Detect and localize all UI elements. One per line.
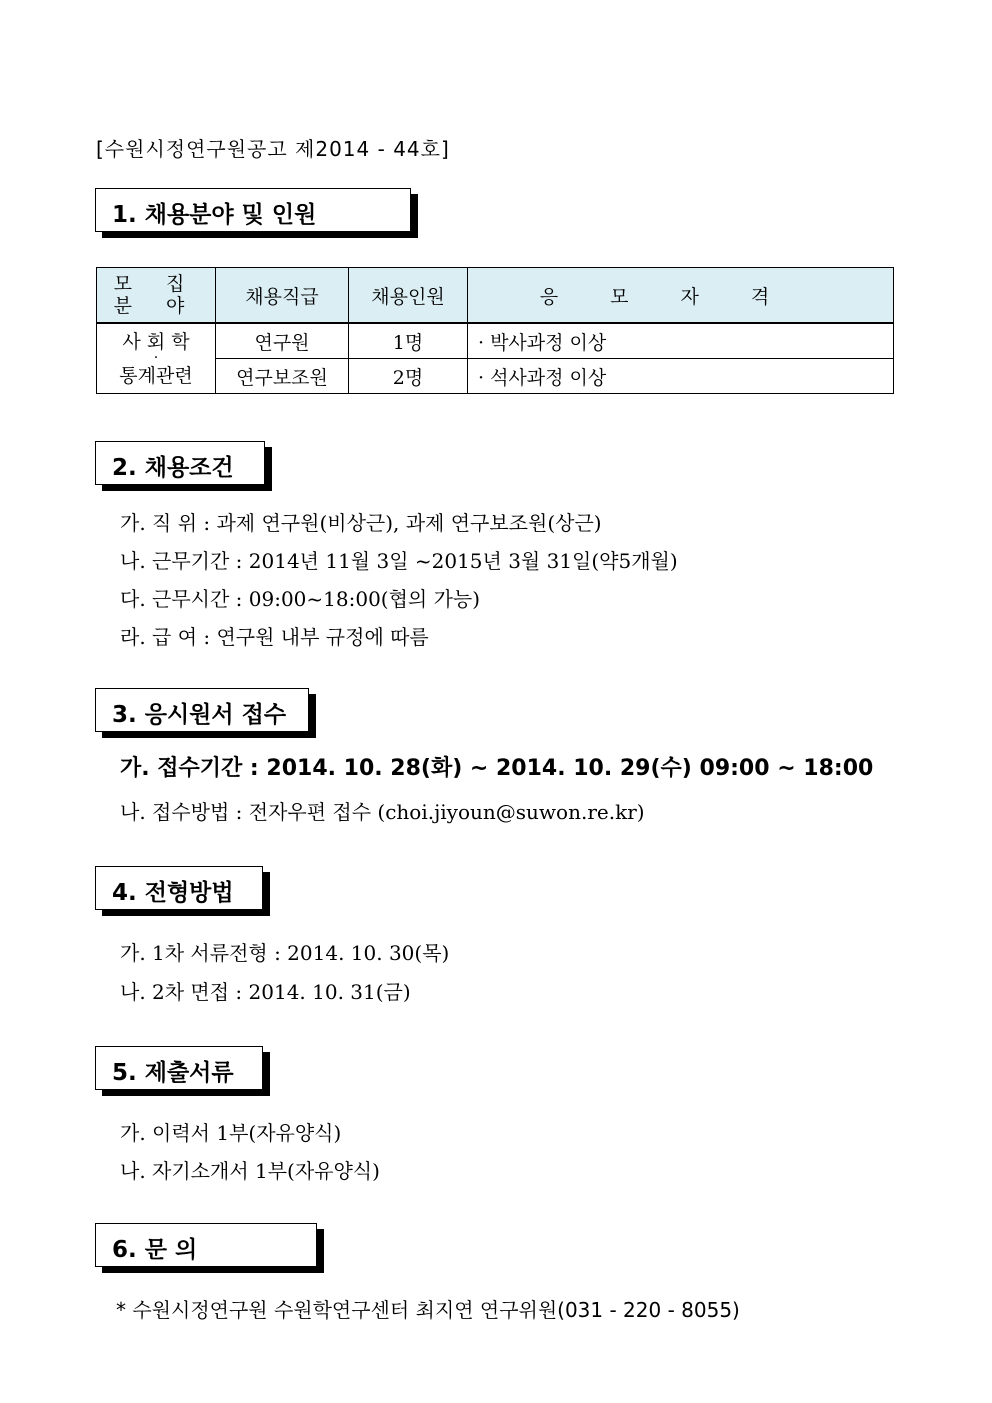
row1-grade: 연구원 bbox=[216, 323, 349, 359]
row2-count: 2명 bbox=[349, 359, 468, 394]
recruitment-table bbox=[96, 267, 894, 394]
section-heading-2 bbox=[95, 441, 265, 485]
section-heading-1-label: 1. 채용분야 및 인원 bbox=[112, 202, 317, 228]
document-cover-letter: 나. 자기소개서 1부(자유양식) bbox=[120, 1159, 380, 1183]
application-method: 나. 접수방법 : 전자우편 접수 (choi.jiyoun@suwon.re.kr) bbox=[120, 800, 645, 824]
header-field-top: 모 집 bbox=[113, 273, 199, 295]
document-resume: 가. 이력서 1부(자유양식) bbox=[120, 1121, 342, 1145]
contact-info: * 수원시정연구원 수원학연구센터 최지연 연구위원(031 - 220 - 8055) bbox=[116, 1298, 740, 1322]
field-cell bbox=[97, 323, 216, 394]
section-heading-1 bbox=[95, 188, 411, 232]
field-dot: · bbox=[153, 350, 159, 366]
section-heading-2-label: 2. 채용조건 bbox=[112, 455, 234, 481]
application-period: 가. 접수기간 : 2014. 10. 28(화) ~ 2014. 10. 29(수) 09:00 ~ 18:00 bbox=[120, 756, 874, 781]
field-line2: 통계관련 bbox=[119, 364, 193, 387]
section-heading-5 bbox=[95, 1046, 263, 1090]
condition-hours: 다. 근무시간 : 09:00~18:00(협의 가능) bbox=[120, 587, 481, 611]
section-heading-3-label: 3. 응시원서 접수 bbox=[112, 702, 287, 728]
row1-count: 1명 bbox=[349, 323, 468, 359]
row1-qualification: · 박사과정 이상 bbox=[468, 323, 894, 359]
header-qualification: 응모자격 bbox=[468, 268, 894, 324]
condition-period: 나. 근무기간 : 2014년 11월 3일 ~2015년 3월 31일(약5개월) bbox=[120, 549, 678, 573]
table-header-row bbox=[97, 268, 894, 324]
header-grade: 채용직급 bbox=[216, 268, 349, 324]
table-row bbox=[97, 359, 894, 394]
section-heading-5-label: 5. 제출서류 bbox=[112, 1060, 234, 1086]
table-row bbox=[97, 323, 894, 359]
selection-second: 나. 2차 면접 : 2014. 10. 31(금) bbox=[120, 980, 411, 1004]
row2-qualification: · 석사과정 이상 bbox=[468, 359, 894, 394]
header-field bbox=[97, 268, 216, 324]
row2-grade: 연구보조원 bbox=[216, 359, 349, 394]
section-heading-6-label: 6. 문 의 bbox=[112, 1237, 198, 1263]
header-count: 채용인원 bbox=[349, 268, 468, 324]
selection-first: 가. 1차 서류전형 : 2014. 10. 30(목) bbox=[120, 941, 450, 965]
condition-position: 가. 직 위 : 과제 연구원(비상근), 과제 연구보조원(상근) bbox=[120, 511, 602, 535]
condition-salary: 라. 급 여 : 연구원 내부 규정에 따름 bbox=[120, 625, 429, 649]
section-heading-4-label: 4. 전형방법 bbox=[112, 880, 234, 906]
section-heading-3 bbox=[95, 688, 309, 732]
field-line1: 사 회 학 bbox=[122, 330, 190, 353]
notice-number: [수원시정연구원공고 제2014 - 44호] bbox=[96, 137, 450, 161]
section-heading-6 bbox=[95, 1223, 317, 1267]
section-heading-4 bbox=[95, 866, 263, 910]
header-field-bottom: 분 야 bbox=[113, 295, 199, 317]
